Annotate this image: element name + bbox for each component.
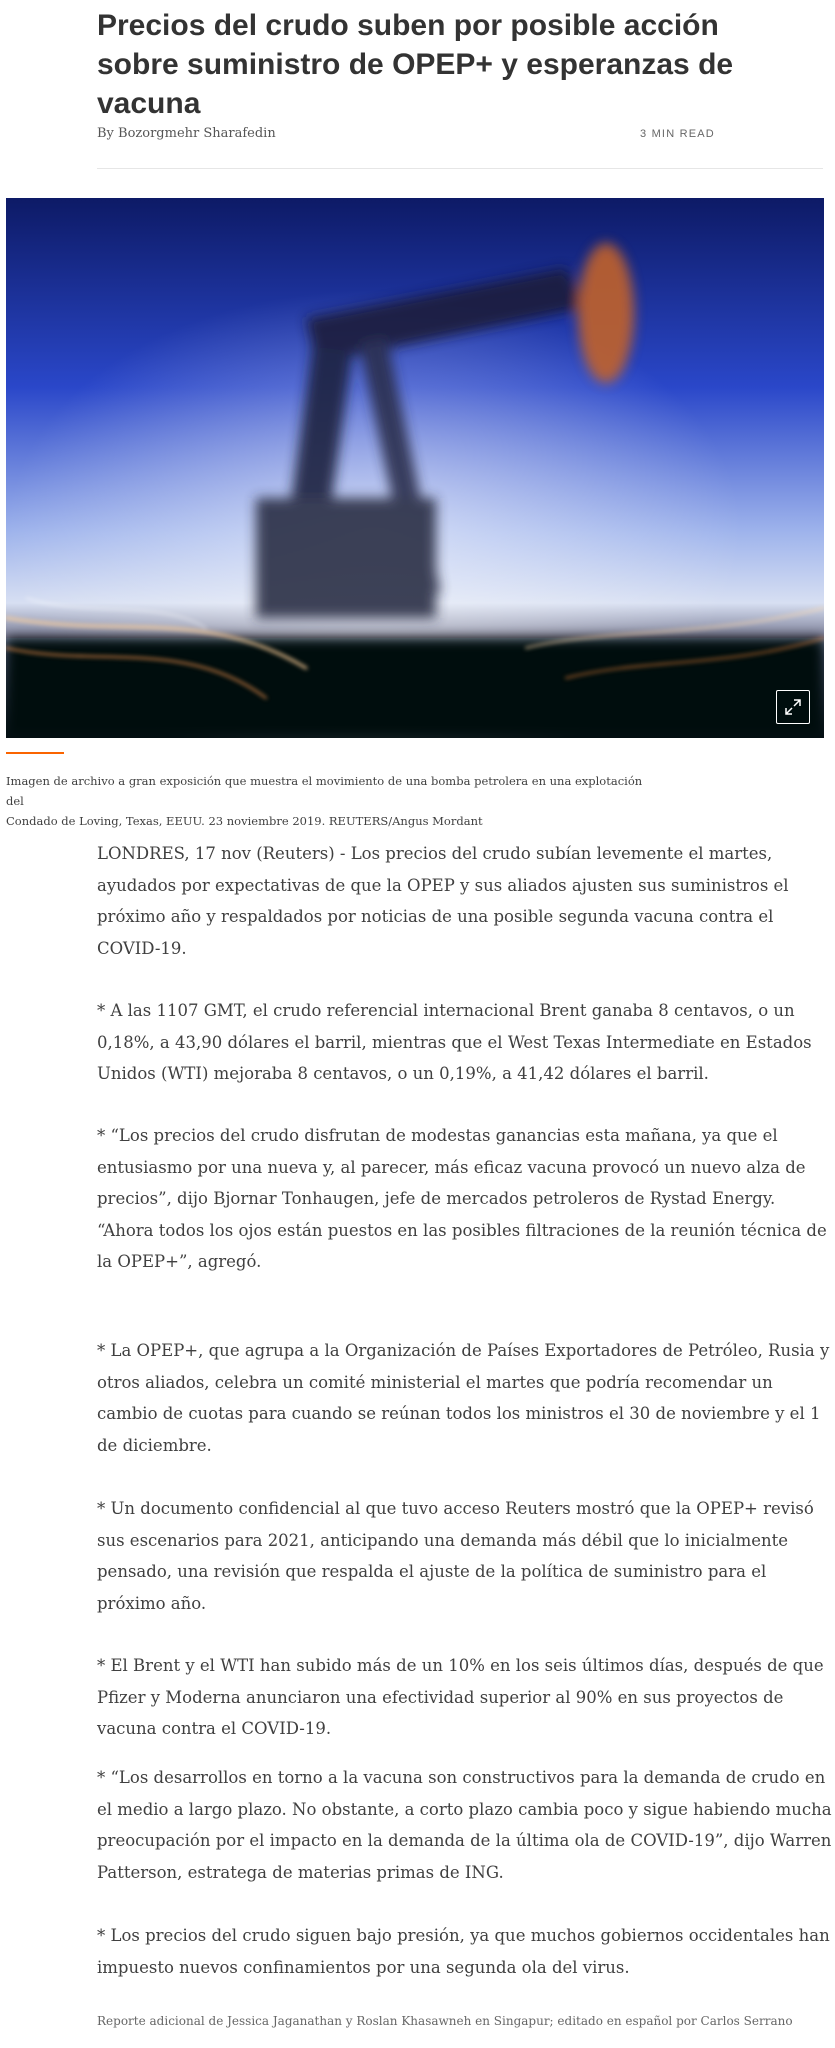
- paragraph: * El Brent y el WTI han subido más de un 10% en los seis últimos días, después de que Pfizer y Moderna anunciaron una efectividad superior al 90% en sus proyectos de vacuna contra el COVID-19.: [97, 1656, 824, 1738]
- article-headline: Precios del crudo suben por posible acción sobre suministro de OPEP+ y esperanzas de vacuna: [97, 9, 734, 120]
- caption-line: Condado de Loving, Texas, EEUU. 23 noviembre 2019. REUTERS/Angus Mordant: [6, 814, 483, 828]
- read-time: 3 MIN READ: [640, 128, 715, 140]
- caption-accent-rule: [6, 752, 64, 754]
- byline[interactable]: By Bozorgmehr Sharafedin: [97, 126, 276, 141]
- paragraph: * “Los desarrollos en torno a la vacuna son constructivos para la demanda de crudo en el medio a largo plazo. No obstante, a corto plazo cambia poco y sigue habiendo mucha preocupación por el impacto en la demanda de la última ola de COVID-19”, dijo Warren Patterson, estratega de materias primas de ING.: [97, 1768, 832, 1882]
- divider: [97, 168, 823, 169]
- expand-icon: [785, 699, 801, 715]
- paragraph: * A las 1107 GMT, el crudo referencial internacional Brent ganaba 8 centavos, o un 0,18%, a 43,90 dólares el barril, mientras que el West Texas Intermediate en Estados Unidos (WTI) mejoraba 8 centavos, o un 0,19%, a 41,42 dólares el barril.: [97, 1001, 812, 1083]
- expand-button[interactable]: [776, 690, 810, 724]
- caption-line: Imagen de archivo a gran exposición que muestra el movimiento de una bomba petrolera en una explotación del: [6, 774, 643, 808]
- article-footnote: Reporte adicional de Jessica Jaganathan y Roslan Khasawneh en Singapur; editado en español por Carlos Serrano: [97, 2014, 793, 2028]
- photo-caption: [6, 771, 646, 831]
- paragraph: * “Los precios del crudo disfrutan de modestas ganancias esta mañana, ya que el entusiasmo por una nueva y, al parecer, más eficaz vacuna provocó un nuevo alza de precios”, dijo Bjornar Tonhaugen, jefe de mercados petroleros de Rystad Energy. “Ahora todos los ojos están puestos en las posibles filtraciones de la reunión técnica de la OPEP+”, agregó.: [97, 1126, 827, 1271]
- article-photo[interactable]: [6, 198, 824, 738]
- paragraph: * Un documento confidencial al que tuvo acceso Reuters mostró que la OPEP+ revisó sus escenarios para 2021, anticipando una demanda más débil que lo inicialmente pensado, una revisión que respalda el ajuste de la política de suministro para el próximo año.: [97, 1499, 814, 1613]
- paragraph: LONDRES, 17 nov (Reuters) - Los precios del crudo subían levemente el martes, ayudados por expectativas de que la OPEP y sus aliados ajusten sus suministros el próximo año y respaldados por noticias de una posible segunda vacuna contra el COVID-19.: [97, 844, 789, 958]
- oil-pump-photo: [6, 198, 824, 738]
- paragraph: * Los precios del crudo siguen bajo presión, ya que muchos gobiernos occidentales han impuesto nuevos confinamientos por una segunda ola del virus.: [97, 1926, 830, 1977]
- paragraph: * La OPEP+, que agrupa a la Organización de Países Exportadores de Petróleo, Rusia y otros aliados, celebra un comité ministerial el martes que podría recomendar un cambio de cuotas para cuando se reúnan todos los ministros el 30 de noviembre y el 1 de diciembre.: [97, 1341, 830, 1455]
